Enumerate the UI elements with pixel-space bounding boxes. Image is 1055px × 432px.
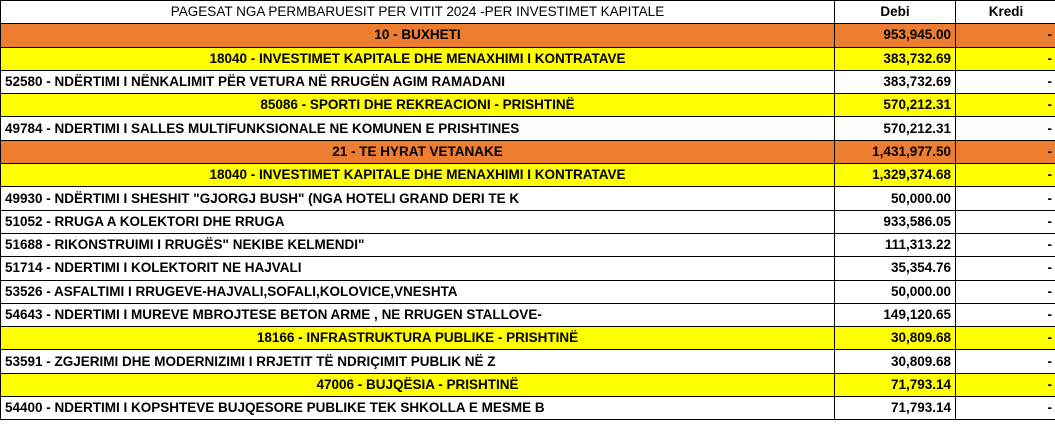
- project-row: [1, 397, 1055, 420]
- debit-amount: 30,809.68: [835, 327, 956, 350]
- credit-amount: -: [956, 233, 1055, 256]
- credit-amount: -: [956, 350, 1055, 373]
- project-row: [1, 117, 1055, 140]
- program-row: [1, 373, 1055, 396]
- project-label: 53591 - ZGJERIMI DHE MODERNIZIMI I RRJETIT TË NDRIÇIMIT PUBLIK NË Z: [1, 350, 835, 373]
- debit-amount: 35,354.76: [835, 257, 956, 280]
- debit-amount: 111,313.22: [835, 233, 956, 256]
- debit-amount: 30,809.68: [835, 350, 956, 373]
- program-row: [1, 164, 1055, 187]
- debit-amount: 953,945.00: [835, 24, 956, 47]
- program-row: [1, 94, 1055, 117]
- program-label: 18040 - INVESTIMET KAPITALE DHE MENAXHIMI I KONTRATAVE: [1, 47, 835, 70]
- debit-amount: 383,732.69: [835, 47, 956, 70]
- project-row: [1, 187, 1055, 210]
- project-row: [1, 70, 1055, 93]
- credit-amount: -: [956, 397, 1055, 420]
- project-label: 51052 - RRUGA A KOLEKTORI DHE RRUGA: [1, 210, 835, 233]
- fund-label: 21 - TE HYRAT VETANAKE: [1, 140, 835, 163]
- credit-amount: -: [956, 164, 1055, 187]
- credit-amount: -: [956, 187, 1055, 210]
- credit-amount: -: [956, 373, 1055, 396]
- debit-amount: 50,000.00: [835, 187, 956, 210]
- debit-amount: 1,329,374.68: [835, 164, 956, 187]
- fund-label: 10 - BUXHETI: [1, 24, 835, 47]
- debit-amount: 1,431,977.50: [835, 140, 956, 163]
- project-label: 54643 - NDERTIMI I MUREVE MBROJTESE BETON ARME , NE RRUGEN STALLOVE-: [1, 303, 835, 326]
- program-label: 18040 - INVESTIMET KAPITALE DHE MENAXHIMI I KONTRATAVE: [1, 164, 835, 187]
- project-row: [1, 350, 1055, 373]
- project-row: [1, 210, 1055, 233]
- credit-amount: -: [956, 94, 1055, 117]
- project-row: [1, 257, 1055, 280]
- credit-amount: -: [956, 210, 1055, 233]
- debit-amount: 933,586.05: [835, 210, 956, 233]
- program-row: [1, 47, 1055, 70]
- table-title: PAGESAT NGA PERMBARUESIT PER VITIT 2024 -PER INVESTIMET KAPITALE: [1, 1, 835, 24]
- project-label: 49784 - NDERTIMI I SALLES MULTIFUNKSIONALE NE KOMUNEN E PRISHTINES: [1, 117, 835, 140]
- debit-amount: 383,732.69: [835, 70, 956, 93]
- project-row: [1, 303, 1055, 326]
- credit-amount: -: [956, 327, 1055, 350]
- program-label: 18166 - INFRASTRUKTURA PUBLIKE - PRISHTINË: [1, 327, 835, 350]
- project-label: 49930 - NDËRTIMI I SHESHIT "GJORGJ BUSH" (NGA HOTELI GRAND DERI TE K: [1, 187, 835, 210]
- debit-amount: 71,793.14: [835, 397, 956, 420]
- program-label: 85086 - SPORTI DHE REKREACIONI - PRISHTINË: [1, 94, 835, 117]
- debit-column-header: Debi: [835, 1, 956, 24]
- fund-row: [1, 24, 1055, 47]
- credit-amount: -: [956, 140, 1055, 163]
- project-label: 52580 - NDËRTIMI I NËNKALIMIT PËR VETURA NË RRUGËN AGIM RAMADANI: [1, 70, 835, 93]
- credit-amount: -: [956, 70, 1055, 93]
- credit-amount: -: [956, 257, 1055, 280]
- credit-amount: -: [956, 280, 1055, 303]
- debit-amount: 50,000.00: [835, 280, 956, 303]
- debit-amount: 570,212.31: [835, 117, 956, 140]
- fund-row: [1, 140, 1055, 163]
- project-label: 51714 - NDERTIMI I KOLEKTORIT NE HAJVALI: [1, 257, 835, 280]
- project-row: [1, 280, 1055, 303]
- debit-amount: 149,120.65: [835, 303, 956, 326]
- project-label: 54400 - NDERTIMI I KOPSHTEVE BUJQESORE PUBLIKE TEK SHKOLLA E MESME B: [1, 397, 835, 420]
- debit-amount: 71,793.14: [835, 373, 956, 396]
- project-label: 53526 - ASFALTIMI I RRUGEVE-HAJVALI,SOFALI,KOLOVICE,VNESHTA: [1, 280, 835, 303]
- credit-amount: -: [956, 117, 1055, 140]
- credit-amount: -: [956, 47, 1055, 70]
- program-row: [1, 327, 1055, 350]
- project-row: [1, 233, 1055, 256]
- credit-column-header: Kredi: [956, 1, 1055, 24]
- header-row: [1, 1, 1055, 24]
- credit-amount: -: [956, 303, 1055, 326]
- program-label: 47006 - BUJQËSIA - PRISHTINË: [1, 373, 835, 396]
- debit-amount: 570,212.31: [835, 94, 956, 117]
- credit-amount: -: [956, 24, 1055, 47]
- project-label: 51688 - RIKONSTRUIMI I RRUGËS" NEKIBE KELMENDI": [1, 233, 835, 256]
